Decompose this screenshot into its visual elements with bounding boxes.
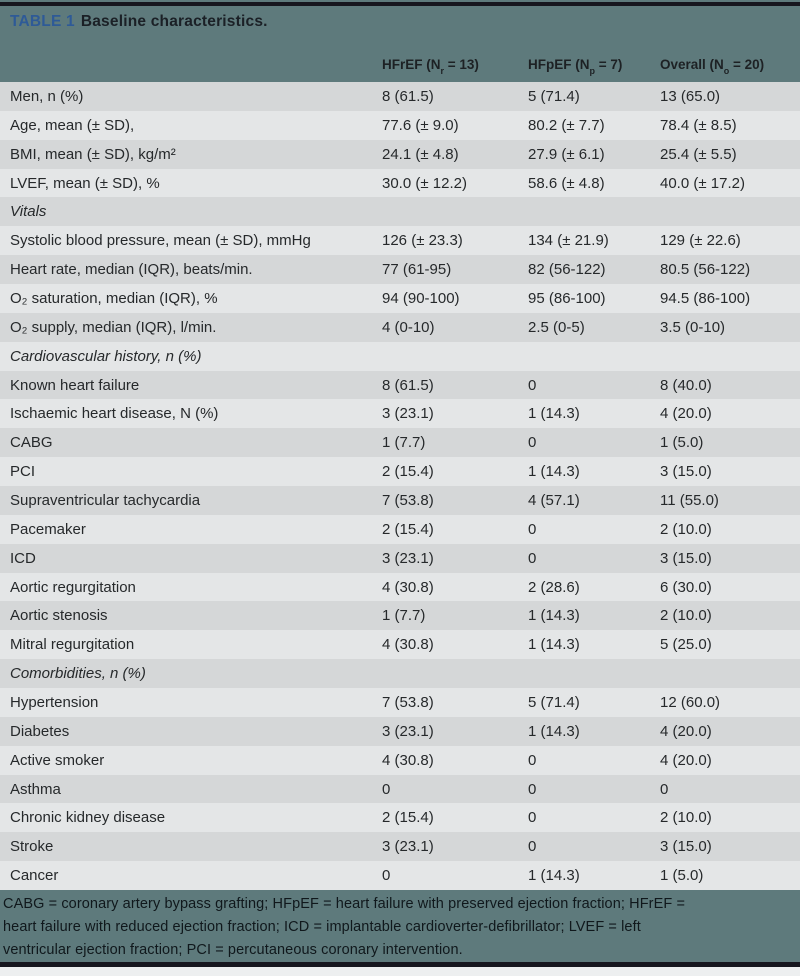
cell-value-hfpef: 1 (14.3) (528, 867, 580, 885)
cell-value-hfpef: 2.5 (0-5) (528, 318, 585, 336)
row-label: LVEF, mean (± SD), % (10, 174, 160, 192)
cell-value-hfref: 7 (53.8) (382, 693, 434, 711)
table-row (0, 457, 800, 486)
cell-value-hfref: 2 (15.4) (382, 809, 434, 827)
column-header-text: = 20) (729, 57, 765, 73)
cell-value-overall: 4 (20.0) (660, 722, 712, 740)
cell-value-hfpef: 1 (14.3) (528, 405, 580, 423)
cell-value-hfref: 94 (90-100) (382, 289, 460, 307)
cell-value-overall: 2 (10.0) (660, 607, 712, 625)
cell-value-hfref: 1 (7.7) (382, 607, 426, 625)
row-label: Men, n (%) (10, 87, 84, 105)
table-row (0, 169, 800, 198)
cell-value-hfpef: 134 (± 21.9) (528, 232, 609, 250)
cell-value-overall: 129 (± 22.6) (660, 232, 741, 250)
bottom-rule (0, 962, 800, 967)
cell-value-hfpef: 0 (528, 780, 537, 798)
cell-value-overall: 3 (15.0) (660, 838, 712, 856)
cell-value-overall: 1 (5.0) (660, 867, 704, 885)
cell-value-hfpef: 1 (14.3) (528, 636, 580, 654)
row-label: Cancer (10, 867, 59, 885)
row-label: Comorbidities, n (%) (10, 665, 146, 683)
footnote (0, 890, 800, 962)
table-row (0, 399, 800, 428)
cell-value-overall: 11 (55.0) (660, 491, 719, 509)
cell-value-overall: 3.5 (0-10) (660, 318, 726, 336)
cell-value-hfref: 1 (7.7) (382, 434, 426, 452)
cell-value-hfpef: 27.9 (± 6.1) (528, 145, 605, 163)
cell-value-overall: 3 (15.0) (660, 463, 712, 481)
footnote-line: CABG = coronary artery bypass grafting; HFpEF = heart failure with preserved ejection fraction; HFrEF = (3, 896, 686, 912)
cell-value-hfref: 4 (30.8) (382, 578, 434, 596)
cell-value-hfref: 3 (23.1) (382, 722, 434, 740)
row-label: PCI (10, 463, 36, 481)
row-label: Ischaemic heart disease, N (%) (10, 405, 219, 423)
table-row (0, 111, 800, 140)
cell-value-hfpef: 0 (528, 434, 537, 452)
table-row (0, 630, 800, 659)
cell-value-hfpef: 5 (71.4) (528, 693, 580, 711)
cell-value-overall: 78.4 (± 8.5) (660, 116, 737, 134)
cell-value-overall: 4 (20.0) (660, 405, 712, 423)
cell-value-hfref: 7 (53.8) (382, 491, 434, 509)
cell-value-hfpef: 4 (57.1) (528, 491, 580, 509)
row-label: Heart rate, median (IQR), beats/min. (10, 261, 253, 279)
cell-value-hfref: 3 (23.1) (382, 405, 434, 423)
cell-value-overall: 40.0 (± 17.2) (660, 174, 745, 192)
table-row (0, 197, 800, 226)
cell-value-hfref: 4 (30.8) (382, 751, 434, 769)
table-row (0, 371, 800, 400)
table-row (0, 515, 800, 544)
table-row (0, 544, 800, 573)
cell-value-hfpef: 0 (528, 838, 537, 856)
table-row (0, 342, 800, 371)
cell-value-hfref: 3 (23.1) (382, 838, 434, 856)
row-label: Known heart failure (10, 376, 140, 394)
column-header-row (0, 53, 800, 79)
column-header-subscript: o (723, 65, 730, 76)
cell-value-hfpef: 1 (14.3) (528, 722, 580, 740)
cell-value-hfpef: 58.6 (± 4.8) (528, 174, 605, 192)
cell-value-hfref: 8 (61.5) (382, 87, 434, 105)
cell-value-hfpef: 80.2 (± 7.7) (528, 116, 605, 134)
row-label: Mitral regurgitation (10, 636, 135, 654)
row-label: Aortic stenosis (10, 607, 108, 625)
cell-value-hfref: 0 (382, 867, 391, 885)
cell-value-overall: 80.5 (56-122) (660, 261, 751, 279)
table-row (0, 284, 800, 313)
column-header-subscript: r (440, 65, 445, 76)
cell-value-hfpef: 0 (528, 809, 537, 827)
table-row (0, 255, 800, 284)
table-row (0, 601, 800, 630)
cell-value-overall: 13 (65.0) (660, 87, 721, 105)
table-row (0, 832, 800, 861)
cell-value-overall: 12 (60.0) (660, 693, 721, 711)
table-row (0, 486, 800, 515)
table-row (0, 775, 800, 804)
cell-value-hfref: 24.1 (± 4.8) (382, 145, 459, 163)
row-label: Cardiovascular history, n (%) (10, 347, 202, 365)
column-header-text: Overall (N (660, 57, 724, 73)
table-row (0, 803, 800, 832)
row-label: Vitals (10, 203, 47, 221)
table-header-band (0, 0, 800, 82)
row-label: Hypertension (10, 693, 99, 711)
column-header-overall (660, 57, 800, 75)
table-row (0, 659, 800, 688)
row-label: Diabetes (10, 722, 70, 740)
cell-value-hfref: 77.6 (± 9.0) (382, 116, 459, 134)
cell-value-hfref: 30.0 (± 12.2) (382, 174, 467, 192)
cell-value-overall: 8 (40.0) (660, 376, 712, 394)
cell-value-overall: 6 (30.0) (660, 578, 712, 596)
table-row (0, 746, 800, 775)
row-label: Age, mean (± SD), (10, 116, 135, 134)
cell-value-overall: 0 (660, 780, 669, 798)
row-label: Asthma (10, 780, 61, 798)
cell-value-hfpef: 1 (14.3) (528, 463, 580, 481)
row-label: O₂ saturation, median (IQR), % (10, 289, 218, 307)
row-label: CABG (10, 434, 53, 452)
row-label: Pacemaker (10, 520, 86, 538)
cell-value-hfref: 0 (382, 780, 391, 798)
table-label: TABLE 1 (10, 13, 75, 30)
cell-value-hfpef: 95 (86-100) (528, 289, 606, 307)
column-header-subscript: p (589, 65, 595, 76)
cell-value-hfref: 77 (61-95) (382, 261, 452, 279)
cell-value-overall: 1 (5.0) (660, 434, 704, 452)
cell-value-hfpef: 82 (56-122) (528, 261, 606, 279)
row-label: BMI, mean (± SD), kg/m² (10, 145, 176, 163)
table-row (0, 140, 800, 169)
cell-value-hfpef: 0 (528, 520, 537, 538)
table-row (0, 313, 800, 342)
row-label: O₂ supply, median (IQR), l/min. (10, 318, 217, 336)
table-row (0, 226, 800, 255)
row-label: Aortic regurgitation (10, 578, 136, 596)
top-rule (0, 2, 800, 6)
table-row (0, 717, 800, 746)
cell-value-hfref: 3 (23.1) (382, 549, 434, 567)
table-title: Baseline characteristics. (80, 13, 268, 30)
row-label: Stroke (10, 838, 54, 856)
cell-value-hfpef: 2 (28.6) (528, 578, 580, 596)
table-caption (10, 13, 268, 31)
cell-value-overall: 5 (25.0) (660, 636, 712, 654)
cell-value-hfref: 4 (30.8) (382, 636, 434, 654)
cell-value-overall: 4 (20.0) (660, 751, 712, 769)
row-label: ICD (10, 549, 36, 567)
table-footer-band (0, 890, 800, 976)
row-label: Supraventricular tachycardia (10, 491, 201, 509)
table-row (0, 82, 800, 111)
column-header-text: HFrEF (N (382, 57, 441, 73)
cell-value-overall: 2 (10.0) (660, 809, 712, 827)
cell-value-hfpef: 0 (528, 549, 537, 567)
column-header-text: = 7) (595, 57, 623, 73)
cell-value-hfpef: 0 (528, 376, 537, 394)
table-body (0, 82, 800, 890)
footnote-line: ventricular ejection fraction; PCI = percutaneous coronary intervention. (3, 942, 463, 958)
cell-value-overall: 25.4 (± 5.5) (660, 145, 737, 163)
row-label: Chronic kidney disease (10, 809, 166, 827)
column-header-text: HFpEF (N (528, 57, 590, 73)
column-header-text: = 13) (444, 57, 479, 73)
cell-value-hfpef: 0 (528, 751, 537, 769)
cell-value-hfref: 4 (0-10) (382, 318, 435, 336)
table-row (0, 573, 800, 602)
table-row (0, 428, 800, 457)
cell-value-hfref: 2 (15.4) (382, 520, 434, 538)
table-row (0, 861, 800, 890)
cell-value-hfref: 126 (± 23.3) (382, 232, 463, 250)
cell-value-overall: 2 (10.0) (660, 520, 712, 538)
table-row (0, 688, 800, 717)
row-label: Active smoker (10, 751, 105, 769)
column-header-hfpef (528, 57, 660, 75)
footnote-line: heart failure with reduced ejection fraction; ICD = implantable cardioverter-defibrillator; LVEF = left (3, 919, 641, 935)
cell-value-hfref: 8 (61.5) (382, 376, 434, 394)
cell-value-overall: 3 (15.0) (660, 549, 712, 567)
column-header-hfref (382, 57, 528, 75)
cell-value-hfref: 2 (15.4) (382, 463, 434, 481)
cell-value-hfpef: 1 (14.3) (528, 607, 580, 625)
cell-value-hfpef: 5 (71.4) (528, 87, 580, 105)
cell-value-overall: 94.5 (86-100) (660, 289, 751, 307)
row-label: Systolic blood pressure, mean (± SD), mmHg (10, 232, 311, 250)
